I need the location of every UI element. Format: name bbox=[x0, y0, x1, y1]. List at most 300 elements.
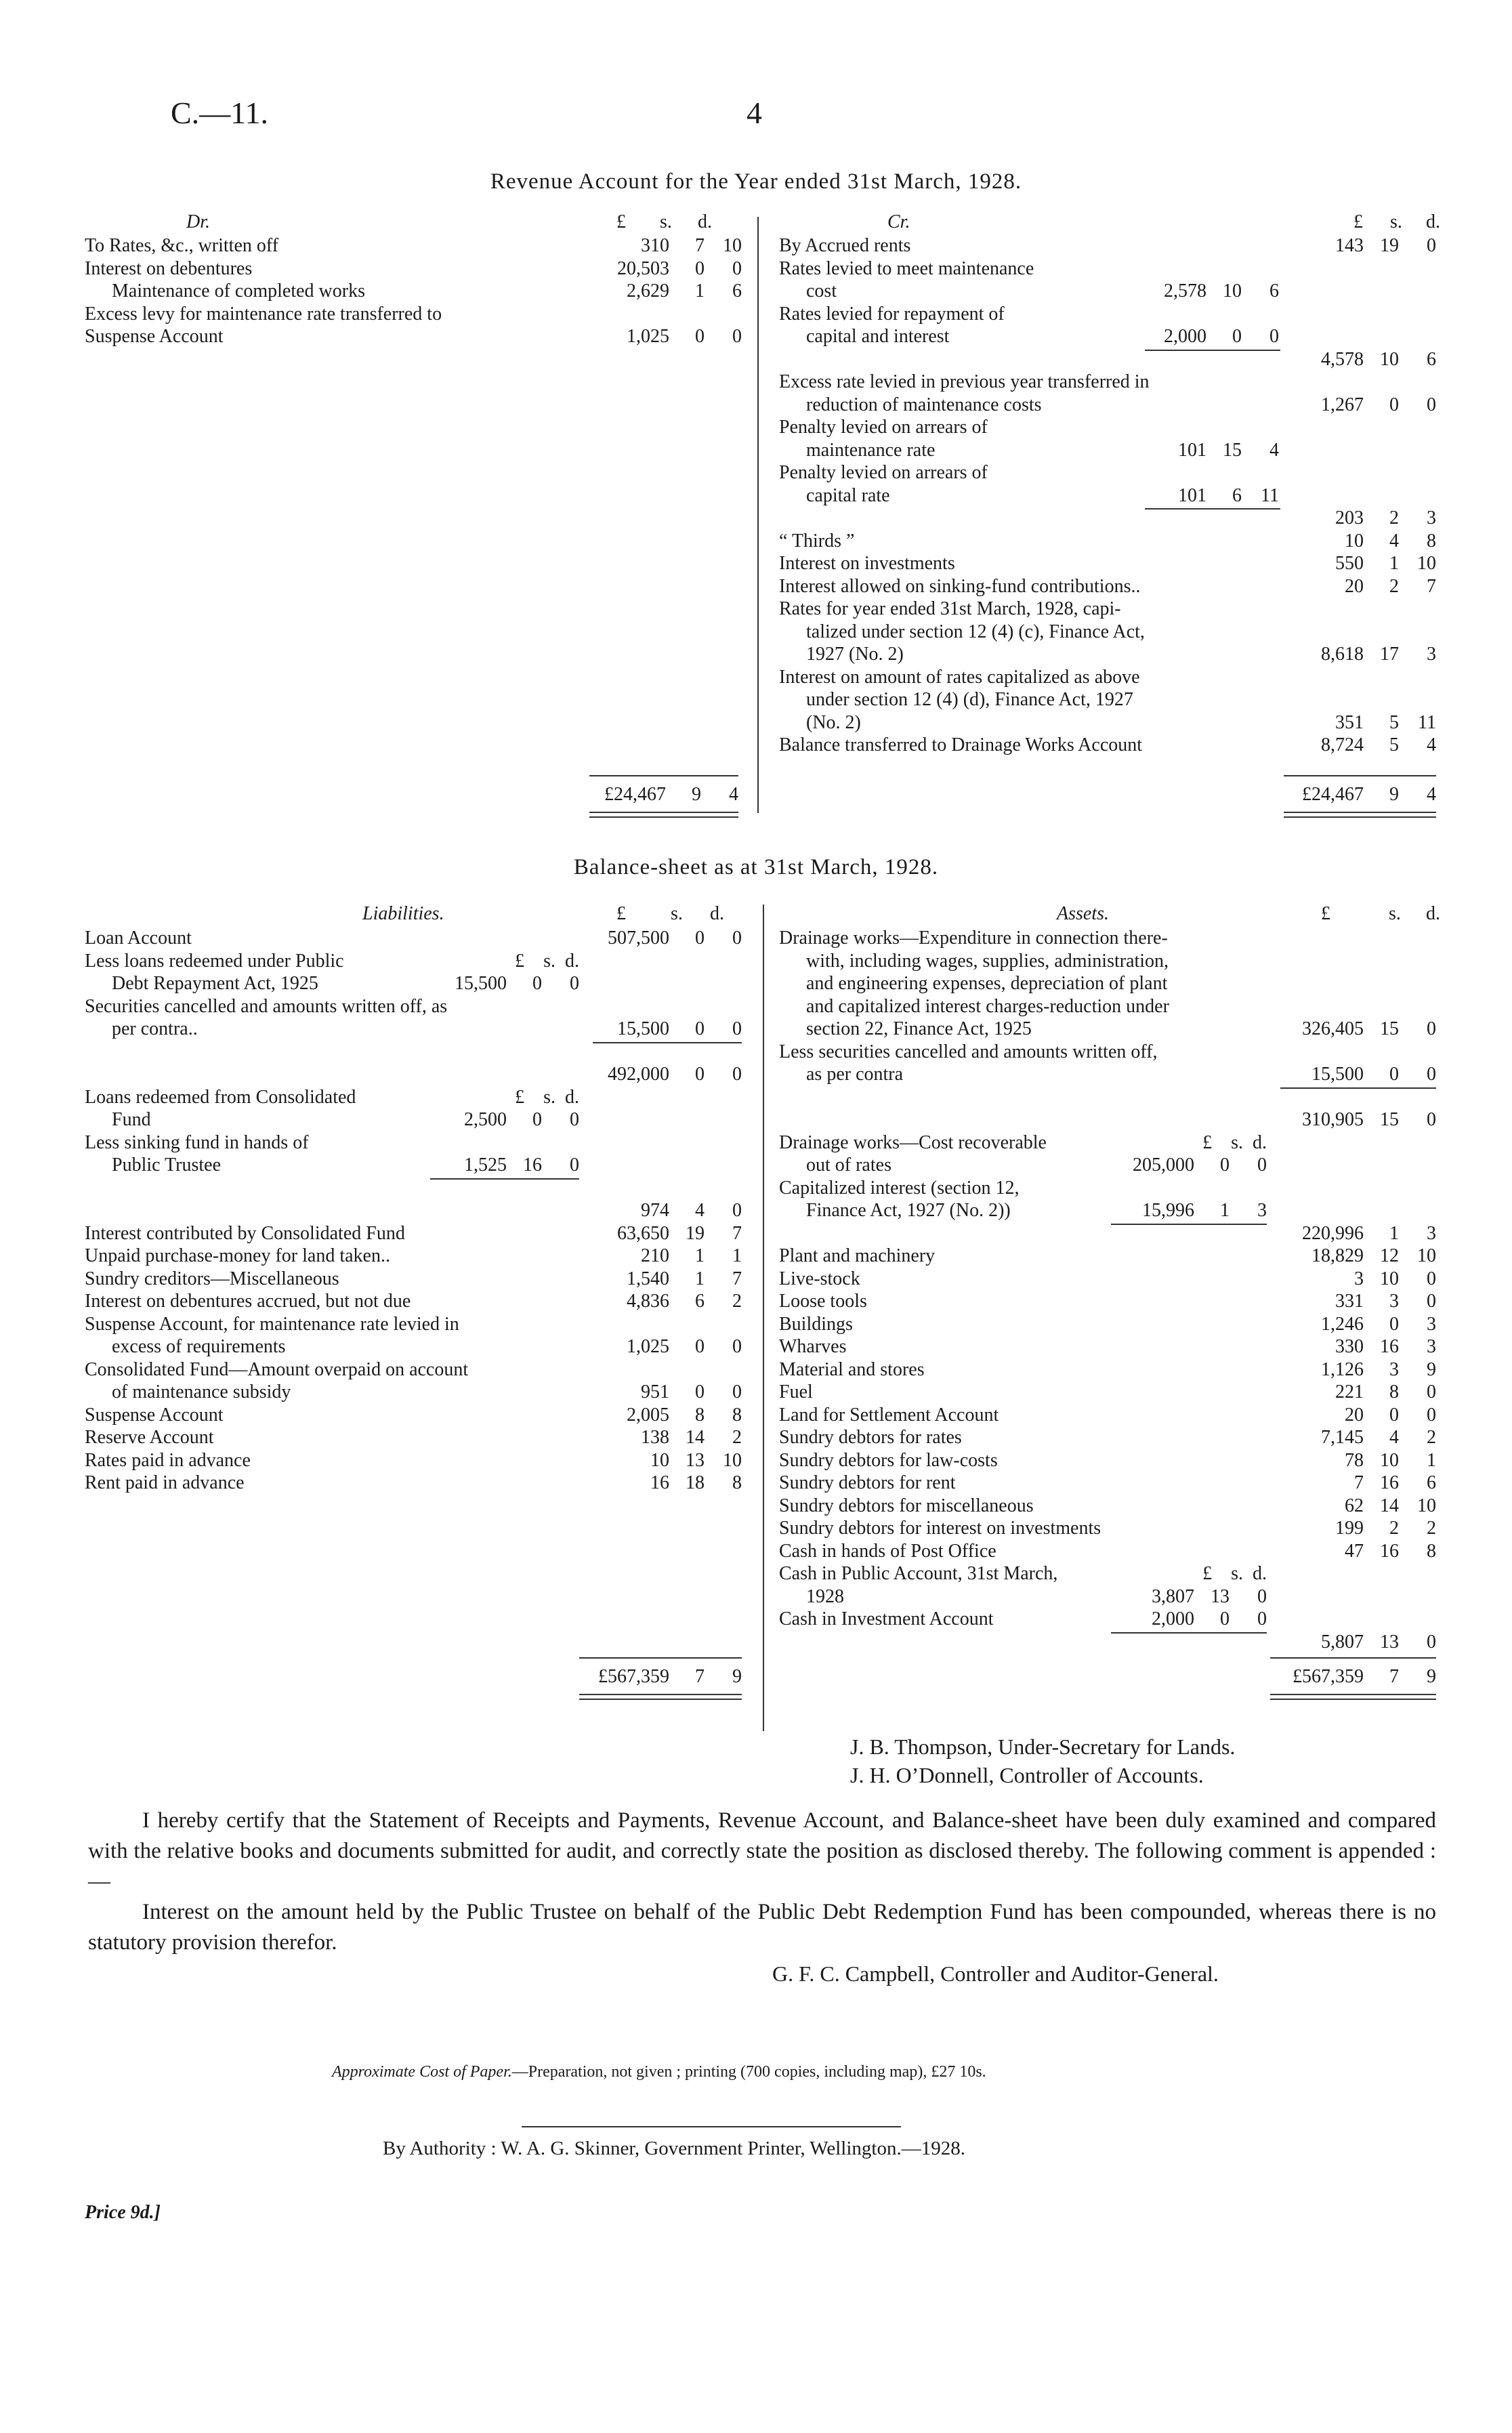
revenue-credit-row bbox=[779, 666, 1436, 689]
asset-description: and engineering expenses, depreciation of plant bbox=[806, 973, 1168, 994]
asset-row bbox=[779, 1063, 1436, 1086]
subtotal-rule bbox=[1280, 1087, 1436, 1089]
asset-pounds: 3 bbox=[1354, 1268, 1364, 1289]
liability-row bbox=[85, 1426, 742, 1449]
revenue-credit-pounds: 20 bbox=[1345, 575, 1364, 597]
asset-shillings: 16 bbox=[1380, 1336, 1399, 1357]
revenue-credit-description: Rates levied to meet maintenance bbox=[779, 257, 1034, 279]
revenue-credit-row bbox=[779, 348, 1436, 371]
liability-row bbox=[85, 1131, 742, 1155]
liability-shillings: 0 bbox=[695, 1381, 705, 1402]
liability-shillings: 0 bbox=[695, 1336, 705, 1357]
asset-inner-money-head bbox=[1202, 1562, 1267, 1585]
assets-side bbox=[779, 927, 1436, 1653]
asset-row bbox=[779, 1472, 1436, 1495]
liability-shillings: 1 bbox=[695, 1268, 705, 1289]
asset-shillings: 10 bbox=[1380, 1268, 1399, 1289]
asset-shillings: 0 bbox=[1389, 1404, 1399, 1426]
revenue-credit-row bbox=[779, 621, 1436, 644]
asset-row bbox=[779, 1358, 1436, 1381]
asset-row bbox=[779, 1313, 1436, 1336]
revenue-credit-inner-pounds: 101 bbox=[1178, 439, 1206, 461]
revenue-credit-inner-pence: 11 bbox=[1261, 484, 1279, 506]
revenue-debit-pence: 10 bbox=[723, 235, 742, 256]
asset-row bbox=[779, 1449, 1436, 1472]
asset-description: Cash in Investment Account bbox=[779, 1608, 994, 1629]
revenue-credit-row bbox=[779, 530, 1436, 553]
asset-row bbox=[779, 1131, 1436, 1155]
revenue-debit-pounds: 2,629 bbox=[627, 280, 669, 301]
liability-shillings: 8 bbox=[695, 1404, 705, 1426]
asset-inner-money-head bbox=[1202, 1131, 1267, 1155]
asset-row bbox=[779, 1404, 1436, 1427]
liability-pounds: 10 bbox=[650, 1449, 669, 1471]
asset-inner-pounds: 2,000 bbox=[1152, 1608, 1194, 1629]
asset-shillings: 3 bbox=[1389, 1291, 1399, 1312]
subtotal-rule bbox=[1145, 350, 1280, 351]
revenue-account-title: Revenue Account for the Year ended 31st March, 1928. bbox=[490, 169, 1022, 194]
revenue-credit-row bbox=[779, 461, 1436, 484]
liability-inner-shillings: 16 bbox=[523, 1155, 542, 1176]
liab-pounds-head: £ bbox=[616, 903, 626, 924]
asset-row bbox=[779, 995, 1436, 1018]
price-note: Price 9d.] bbox=[85, 2202, 161, 2223]
liability-shillings: 14 bbox=[686, 1427, 705, 1448]
liability-inner-pence: 0 bbox=[570, 1155, 579, 1176]
revenue-debit-row bbox=[85, 325, 742, 348]
revenue-credit-inner-pence: 6 bbox=[1269, 280, 1279, 301]
asset-row bbox=[779, 1517, 1436, 1540]
asset-inner-pence: 0 bbox=[1257, 1585, 1267, 1607]
asset-pounds: 220,996 bbox=[1302, 1222, 1364, 1244]
revenue-credit-row bbox=[779, 484, 1436, 507]
revenue-credit-row bbox=[779, 598, 1436, 621]
liability-description: Suspense Account bbox=[85, 1404, 224, 1426]
liability-row bbox=[85, 1449, 742, 1472]
liability-shillings: 19 bbox=[686, 1222, 705, 1244]
liability-description: Rates paid in advance bbox=[85, 1449, 251, 1471]
revenue-credit-pounds: 550 bbox=[1335, 553, 1364, 574]
revenue-column-divider bbox=[757, 217, 759, 813]
inner-shillings-head: s. bbox=[1231, 1563, 1243, 1584]
asset-shillings: 0 bbox=[1389, 1313, 1399, 1335]
liability-inner-money-head bbox=[515, 950, 579, 973]
cost-text: —Preparation, not given ; printing (700 copies, including map), £27 10s. bbox=[511, 2063, 986, 2081]
revenue-credit-description: Interest on amount of rates capitalized as above bbox=[779, 666, 1140, 688]
inner-shillings-head: s. bbox=[543, 950, 555, 972]
asset-shillings: 12 bbox=[1380, 1245, 1399, 1266]
liability-row bbox=[85, 1290, 742, 1313]
asset-description: Plant and machinery bbox=[779, 1245, 936, 1266]
asset-row bbox=[779, 1245, 1436, 1268]
asset-row bbox=[779, 1222, 1436, 1245]
asset-description: Wharves bbox=[779, 1336, 847, 1357]
revenue-credit-description: “ Thirds ” bbox=[779, 530, 855, 552]
revenue-credit-row bbox=[779, 257, 1436, 280]
asset-pounds: 20 bbox=[1345, 1404, 1364, 1426]
liability-pounds: 15,500 bbox=[617, 1018, 669, 1039]
liability-row bbox=[85, 927, 742, 950]
liability-row bbox=[85, 1222, 742, 1245]
asset-pence: 0 bbox=[1427, 1268, 1436, 1289]
asset-shillings: 10 bbox=[1380, 1449, 1399, 1471]
liab-total-pence: 9 bbox=[732, 1666, 742, 1687]
asset-row bbox=[779, 1154, 1436, 1177]
asset-description: 1928 bbox=[806, 1585, 844, 1607]
liability-description: Public Trustee bbox=[112, 1155, 222, 1176]
liability-pounds: 210 bbox=[641, 1245, 669, 1266]
revenue-debit-description: To Rates, &c., written off bbox=[85, 235, 279, 256]
liability-row bbox=[85, 972, 742, 995]
asset-pounds-head: £ bbox=[1321, 903, 1330, 924]
liability-inner-shillings: 0 bbox=[532, 973, 542, 994]
revenue-credit-description: reduction of maintenance costs bbox=[806, 394, 1042, 415]
inner-pounds-head: £ bbox=[515, 950, 525, 972]
inner-pence-head: d. bbox=[1253, 1563, 1267, 1584]
liability-shillings: 0 bbox=[695, 928, 705, 949]
revenue-debit-shillings: 0 bbox=[695, 257, 705, 279]
asset-pence: 3 bbox=[1427, 1313, 1436, 1335]
asset-description: Drainage works—Cost recoverable bbox=[779, 1131, 1047, 1153]
revenue-credit-row bbox=[779, 325, 1436, 348]
revenue-credit-shillings: 19 bbox=[1380, 235, 1399, 256]
liability-shillings: 6 bbox=[695, 1291, 705, 1312]
asset-pounds: 221 bbox=[1335, 1381, 1364, 1402]
revenue-credit-row bbox=[779, 688, 1436, 711]
liability-pounds: 4,836 bbox=[627, 1291, 669, 1312]
revenue-credit-inner-shillings: 0 bbox=[1232, 326, 1242, 347]
revenue-debit-row bbox=[85, 280, 742, 303]
revenue-credit-pounds: 351 bbox=[1335, 711, 1364, 733]
asset-row bbox=[779, 1585, 1436, 1608]
liability-row bbox=[85, 1018, 742, 1041]
liability-row bbox=[85, 1041, 742, 1064]
asset-description: Cash in Public Account, 31st March, bbox=[779, 1563, 1058, 1584]
revenue-credit-inner-pounds: 2,000 bbox=[1164, 326, 1206, 347]
liability-description: Consolidated Fund—Amount overpaid on account bbox=[85, 1358, 469, 1380]
revenue-credit-row bbox=[779, 552, 1436, 575]
liability-row bbox=[85, 1404, 742, 1427]
asset-description: Sundry debtors for rates bbox=[779, 1427, 962, 1448]
asset-pence: 0 bbox=[1427, 1018, 1436, 1039]
liability-row bbox=[85, 1245, 742, 1268]
debit-label: Dr. bbox=[186, 211, 211, 232]
subtotal-rule bbox=[1111, 1632, 1267, 1634]
liability-row bbox=[85, 1177, 742, 1200]
asset-pounds: 78 bbox=[1345, 1449, 1364, 1471]
revenue-debit-side bbox=[85, 234, 742, 348]
liability-row bbox=[85, 1154, 742, 1177]
subtotal-rule bbox=[1145, 508, 1280, 510]
revenue-credit-shillings: 1 bbox=[1389, 553, 1399, 574]
liability-pounds: 974 bbox=[641, 1200, 669, 1221]
liab-total-shillings: 7 bbox=[695, 1666, 705, 1687]
revenue-credit-shillings: 5 bbox=[1389, 734, 1399, 755]
liability-shillings: 4 bbox=[695, 1200, 705, 1221]
revenue-credit-row bbox=[779, 371, 1436, 394]
revenue-credit-pence: 11 bbox=[1418, 711, 1436, 733]
liability-description: per contra.. bbox=[112, 1018, 198, 1039]
asset-shillings: 13 bbox=[1380, 1631, 1399, 1652]
asset-inner-shillings: 1 bbox=[1220, 1200, 1230, 1221]
revenue-credit-pounds: 1,267 bbox=[1321, 394, 1364, 415]
revenue-debit-description: Interest on debentures bbox=[85, 257, 253, 279]
asset-shillings: 14 bbox=[1380, 1495, 1399, 1516]
asset-pence: 1 bbox=[1427, 1449, 1436, 1471]
asset-description: Less securities cancelled and amounts written off, bbox=[779, 1041, 1158, 1062]
asset-pounds: 310,905 bbox=[1302, 1109, 1364, 1130]
asset-row bbox=[779, 1290, 1436, 1313]
asset-shillings: 3 bbox=[1389, 1358, 1399, 1380]
liability-pence: 10 bbox=[723, 1449, 742, 1471]
revenue-debit-pence: 6 bbox=[732, 280, 742, 301]
liability-description: Reserve Account bbox=[85, 1427, 214, 1448]
asset-description: with, including wages, supplies, administration, bbox=[806, 950, 1169, 972]
cr-total-rule bbox=[1284, 775, 1436, 776]
asset-pounds: 15,500 bbox=[1311, 1064, 1364, 1085]
asset-pounds: 331 bbox=[1335, 1291, 1364, 1312]
revenue-credit-pounds: 203 bbox=[1335, 507, 1364, 528]
revenue-credit-pence: 8 bbox=[1427, 530, 1436, 552]
revenue-credit-pence: 4 bbox=[1427, 734, 1436, 755]
revenue-debit-shillings: 0 bbox=[695, 326, 705, 347]
liability-description: excess of requirements bbox=[112, 1336, 286, 1357]
asset-pence: 8 bbox=[1427, 1540, 1436, 1562]
liability-description: Debt Repayment Act, 1925 bbox=[112, 973, 318, 994]
asset-row bbox=[779, 1426, 1436, 1449]
asset-row bbox=[779, 1381, 1436, 1404]
revenue-credit-description: talized under section 12 (4) (c), Finance Act, bbox=[806, 621, 1145, 642]
asset-pence-head: d. bbox=[1426, 903, 1440, 924]
subtotal-rule bbox=[430, 1178, 579, 1180]
asset-row bbox=[779, 1041, 1436, 1064]
dr-total-rule bbox=[589, 775, 738, 776]
cost-of-paper bbox=[332, 2063, 986, 2081]
asset-pounds: 330 bbox=[1335, 1336, 1364, 1357]
revenue-debit-pence: 0 bbox=[732, 257, 742, 279]
asset-inner-shillings: 0 bbox=[1220, 1155, 1230, 1176]
asset-total-pence: 9 bbox=[1427, 1666, 1436, 1687]
asset-shillings: 0 bbox=[1389, 1064, 1399, 1085]
revenue-debit-row bbox=[85, 303, 742, 326]
asset-pounds: 199 bbox=[1335, 1518, 1364, 1539]
liability-description: Less loans redeemed under Public bbox=[85, 950, 344, 972]
revenue-credit-description: (No. 2) bbox=[806, 711, 861, 733]
liability-row bbox=[85, 1199, 742, 1222]
asset-row bbox=[779, 927, 1436, 950]
revenue-credit-description: Rates for year ended 31st March, 1928, capi- bbox=[779, 598, 1121, 619]
revenue-credit-pounds: 10 bbox=[1345, 530, 1364, 552]
asset-description: as per contra bbox=[806, 1064, 904, 1085]
liability-pence: 0 bbox=[732, 1336, 742, 1357]
revenue-credit-pence: 0 bbox=[1427, 394, 1436, 415]
credit-label: Cr. bbox=[887, 211, 910, 232]
liability-row bbox=[85, 1086, 742, 1109]
revenue-credit-shillings: 4 bbox=[1389, 530, 1399, 552]
asset-inner-pounds: 15,996 bbox=[1142, 1200, 1194, 1221]
revenue-credit-description: capital rate bbox=[806, 484, 890, 506]
liability-inner-pounds: 15,500 bbox=[455, 973, 507, 994]
liab-shillings-head: s. bbox=[671, 903, 683, 924]
revenue-debit-row bbox=[85, 257, 742, 280]
balance-sheet-title: Balance-sheet as at 31st March, 1928. bbox=[573, 855, 939, 879]
asset-inner-shillings: 13 bbox=[1211, 1585, 1230, 1607]
liab-total-double-rule bbox=[579, 1694, 742, 1700]
asset-inner-shillings: 0 bbox=[1220, 1608, 1230, 1629]
revenue-debit-pounds: 20,503 bbox=[617, 257, 669, 279]
asset-shillings: 15 bbox=[1380, 1018, 1399, 1039]
revenue-credit-inner-pence: 4 bbox=[1269, 439, 1279, 461]
revenue-credit-inner-pence: 0 bbox=[1269, 326, 1279, 347]
asset-pence: 2 bbox=[1427, 1427, 1436, 1448]
asset-pence: 10 bbox=[1417, 1245, 1436, 1266]
liability-row bbox=[85, 1472, 742, 1495]
asset-pounds: 7,145 bbox=[1321, 1427, 1364, 1448]
asset-row bbox=[779, 1199, 1436, 1222]
cr-total-double-rule bbox=[1284, 812, 1436, 818]
asset-shillings: 15 bbox=[1380, 1109, 1399, 1130]
revenue-credit-shillings: 2 bbox=[1389, 575, 1399, 597]
inner-pounds-head: £ bbox=[515, 1086, 525, 1108]
asset-total-double-rule bbox=[1270, 1694, 1436, 1700]
asset-pence: 0 bbox=[1427, 1291, 1436, 1312]
liability-pounds: 492,000 bbox=[608, 1064, 669, 1085]
subtotal-rule bbox=[593, 1042, 742, 1043]
liability-pence: 8 bbox=[732, 1472, 742, 1493]
asset-description: Land for Settlement Account bbox=[779, 1404, 999, 1426]
revenue-credit-row bbox=[779, 394, 1436, 417]
revenue-credit-description: Excess rate levied in previous year transferred in bbox=[779, 371, 1150, 392]
revenue-credit-total bbox=[1284, 783, 1436, 806]
liability-pounds: 138 bbox=[641, 1427, 669, 1448]
liability-pence: 1 bbox=[732, 1245, 742, 1266]
asset-inner-pence: 3 bbox=[1257, 1200, 1267, 1221]
asset-row bbox=[779, 1540, 1436, 1563]
asset-description: Sundry debtors for interest on investments bbox=[779, 1518, 1101, 1539]
liability-inner-money-head bbox=[515, 1086, 579, 1109]
inner-pounds-head: £ bbox=[1202, 1131, 1213, 1153]
asset-pence: 9 bbox=[1427, 1358, 1436, 1380]
asset-pounds: 62 bbox=[1345, 1495, 1364, 1516]
asset-pence: 0 bbox=[1427, 1381, 1436, 1402]
revenue-credit-pounds: 8,618 bbox=[1321, 644, 1364, 665]
liability-shillings: 13 bbox=[686, 1449, 705, 1471]
liability-description: Interest contributed by Consolidated Fund bbox=[85, 1222, 405, 1244]
liability-pounds: 507,500 bbox=[608, 928, 669, 949]
asset-pounds: 326,405 bbox=[1302, 1018, 1364, 1039]
authority-rule bbox=[522, 2126, 901, 2127]
liability-inner-pounds: 1,525 bbox=[464, 1155, 507, 1176]
revenue-credit-side bbox=[779, 234, 1436, 757]
liability-description: of maintenance subsidy bbox=[112, 1381, 291, 1402]
document-code: C.—11. bbox=[171, 96, 268, 130]
revenue-credit-pence: 3 bbox=[1427, 507, 1436, 528]
revenue-credit-pounds: 143 bbox=[1335, 235, 1364, 256]
revenue-debit-shillings: 7 bbox=[695, 235, 705, 256]
asset-shillings: 8 bbox=[1389, 1381, 1399, 1402]
revenue-credit-description: Interest allowed on sinking-fund contributions.. bbox=[779, 575, 1141, 597]
liability-description: Loan Account bbox=[85, 928, 192, 949]
revenue-credit-row bbox=[779, 575, 1436, 598]
revenue-debit-description: Excess levy for maintenance rate transferred to bbox=[85, 303, 442, 325]
liability-pounds: 1,025 bbox=[627, 1336, 669, 1357]
asset-pounds: 47 bbox=[1345, 1540, 1364, 1562]
asset-pence: 3 bbox=[1427, 1336, 1436, 1357]
inner-pence-head: d. bbox=[565, 950, 579, 972]
revenue-credit-row bbox=[779, 711, 1436, 734]
liability-pence: 2 bbox=[732, 1291, 742, 1312]
subtotal-rule bbox=[1111, 1224, 1267, 1225]
liability-shillings: 1 bbox=[695, 1245, 705, 1266]
revenue-credit-description: capital and interest bbox=[806, 326, 950, 347]
asset-inner-pounds: 3,807 bbox=[1152, 1585, 1194, 1607]
asset-description: Sundry debtors for miscellaneous bbox=[779, 1495, 1034, 1516]
revenue-credit-pounds: 4,578 bbox=[1321, 348, 1364, 370]
asset-shillings: 1 bbox=[1389, 1222, 1399, 1244]
asset-description: out of rates bbox=[806, 1155, 891, 1176]
liability-pence: 0 bbox=[732, 1381, 742, 1402]
revenue-credit-description: cost bbox=[806, 280, 837, 301]
asset-pence: 0 bbox=[1427, 1631, 1436, 1652]
asset-pence: 2 bbox=[1427, 1518, 1436, 1539]
cr-total-shillings: 9 bbox=[1389, 784, 1399, 805]
asset-total-rule bbox=[1270, 1657, 1436, 1659]
liability-row bbox=[85, 995, 742, 1018]
liabilities-total bbox=[579, 1665, 742, 1688]
dr-shillings-head: s. bbox=[660, 211, 672, 232]
asset-shillings: 16 bbox=[1380, 1540, 1399, 1562]
cr-pounds-head: £ bbox=[1353, 211, 1363, 232]
asset-row bbox=[779, 950, 1436, 973]
asset-row bbox=[779, 1086, 1436, 1109]
liability-pounds: 2,005 bbox=[627, 1404, 669, 1426]
asset-description: Sundry debtors for law-costs bbox=[779, 1449, 998, 1471]
revenue-credit-shillings: 10 bbox=[1380, 348, 1399, 370]
liability-inner-pounds: 2,500 bbox=[464, 1109, 507, 1130]
liability-description: Interest on debentures accrued, but not due bbox=[85, 1291, 411, 1312]
liabilities-label: Liabilities. bbox=[362, 903, 444, 924]
liability-pounds: 1,540 bbox=[627, 1268, 669, 1289]
revenue-credit-description: Rates levied for repayment of bbox=[779, 303, 1005, 325]
liability-pence: 0 bbox=[732, 1018, 742, 1039]
liability-description: Unpaid purchase-money for land taken.. bbox=[85, 1245, 390, 1266]
revenue-credit-description: Penalty levied on arrears of bbox=[779, 417, 988, 438]
revenue-debit-description: Maintenance of completed works bbox=[112, 280, 365, 301]
asset-description: section 22, Finance Act, 1925 bbox=[806, 1018, 1032, 1039]
assets-label: Assets. bbox=[1057, 903, 1109, 924]
revenue-credit-description: By Accrued rents bbox=[779, 235, 911, 256]
liability-description: Rent paid in advance bbox=[85, 1472, 245, 1493]
asset-inner-pence: 0 bbox=[1257, 1155, 1267, 1176]
liability-pence: 7 bbox=[732, 1222, 742, 1244]
revenue-credit-inner-pounds: 101 bbox=[1178, 484, 1206, 506]
asset-row bbox=[779, 972, 1436, 995]
asset-pounds: 1,126 bbox=[1321, 1358, 1364, 1380]
liability-pounds: 16 bbox=[650, 1472, 669, 1493]
revenue-debit-pounds: 1,025 bbox=[627, 326, 669, 347]
audit-certificate: I hereby certify that the Statement of Receipts and Payments, Revenue Account, and Balance-sheet have been duly examined and compared with the relative books and documents submitted for audit, and correctly state the position as disclosed thereby. The following comment is appended :— bbox=[88, 1808, 1436, 1894]
asset-shillings: 4 bbox=[1389, 1427, 1399, 1448]
signature-controller-accounts: J. H. O’Donnell, Controller of Accounts. bbox=[850, 1763, 1204, 1787]
asset-row bbox=[779, 1108, 1436, 1131]
asset-total-shillings: 7 bbox=[1389, 1666, 1399, 1687]
liability-row bbox=[85, 1108, 742, 1131]
asset-shillings: 2 bbox=[1389, 1518, 1399, 1539]
revenue-credit-inner-pounds: 2,578 bbox=[1164, 280, 1206, 301]
revenue-credit-inner-shillings: 10 bbox=[1223, 280, 1242, 301]
inner-pence-head: d. bbox=[565, 1086, 579, 1108]
asset-pence: 6 bbox=[1427, 1472, 1436, 1493]
